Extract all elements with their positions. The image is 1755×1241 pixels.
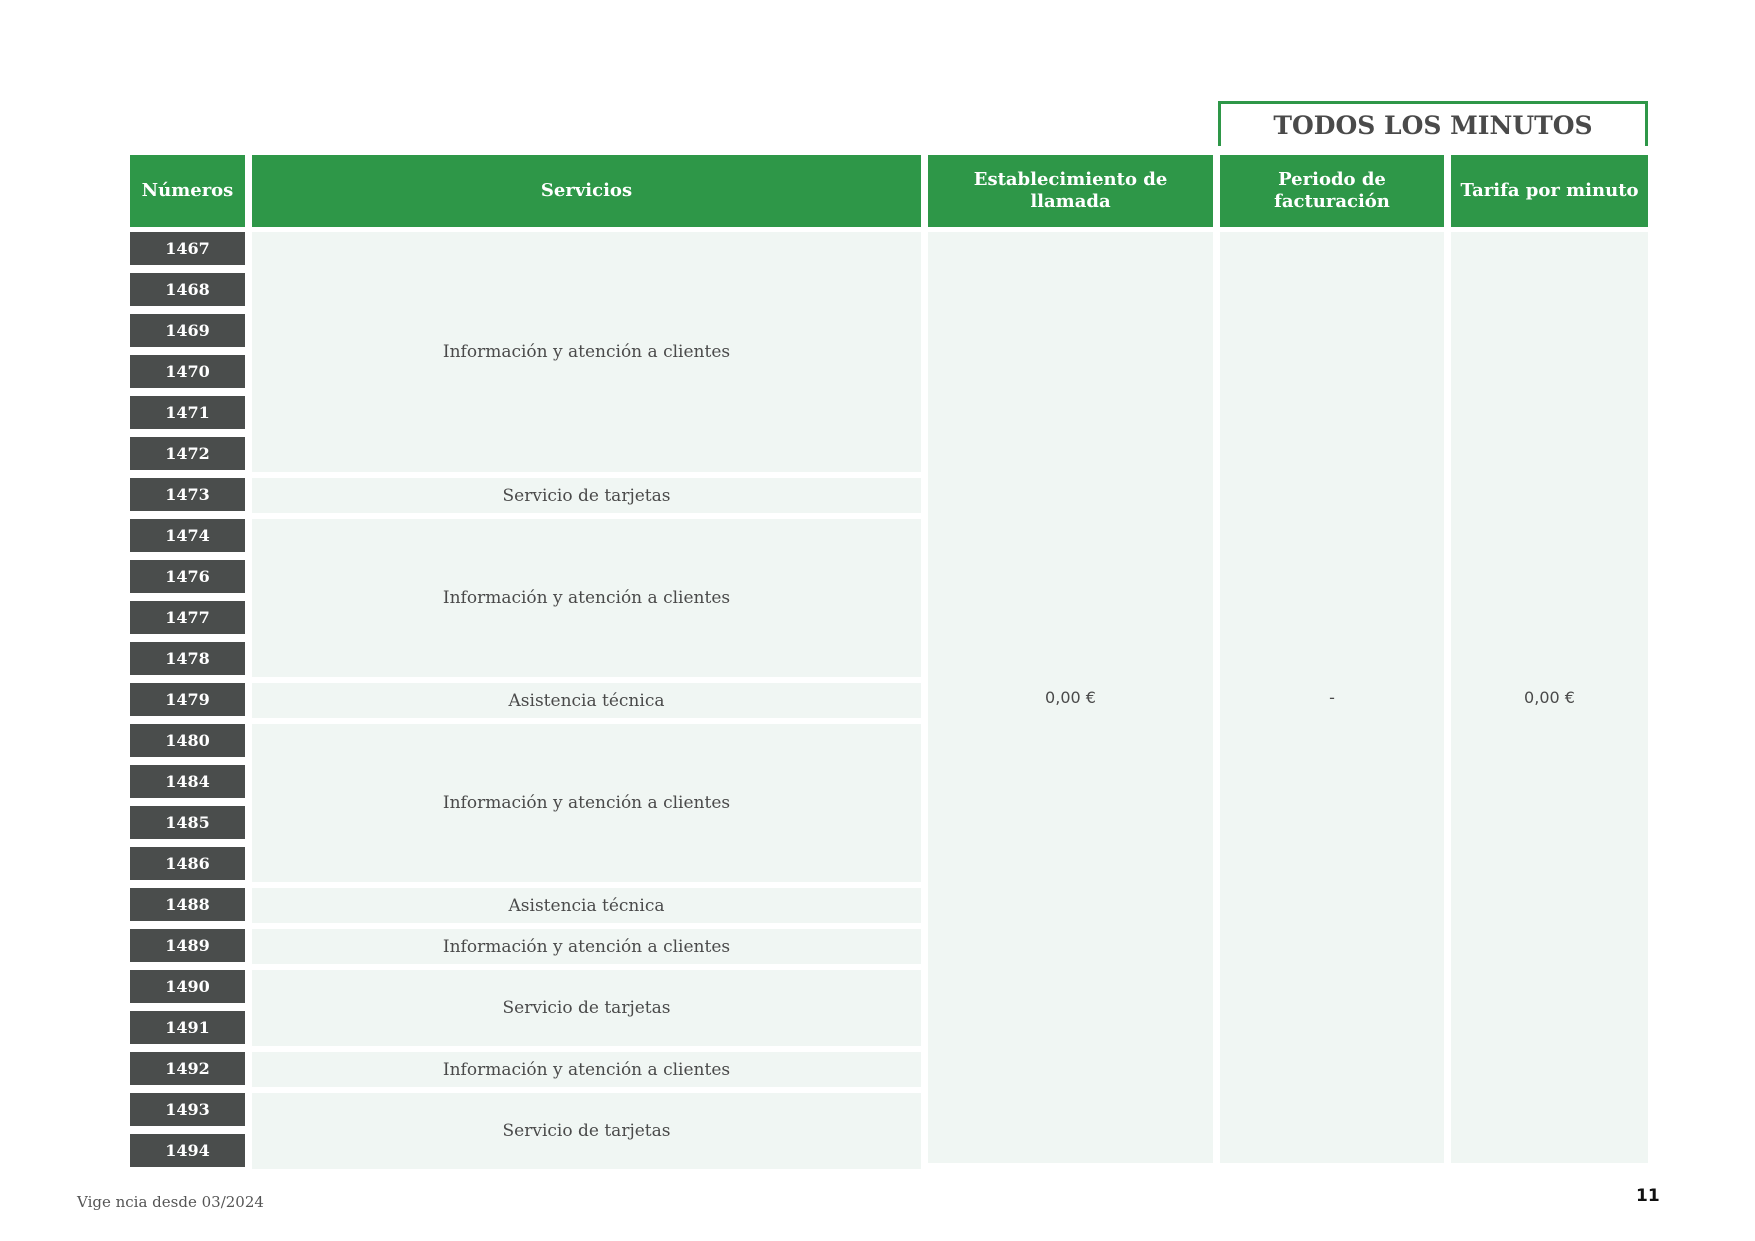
number-cell: 1493 bbox=[130, 1093, 245, 1126]
service-cell bbox=[252, 232, 921, 472]
periodo-cell bbox=[1220, 232, 1444, 1163]
service-label: Asistencia técnica bbox=[508, 895, 665, 916]
service-cell bbox=[252, 888, 921, 923]
service-cell bbox=[252, 1093, 921, 1169]
number-cell: 1467 bbox=[130, 232, 245, 265]
page-number: 11 bbox=[1636, 1186, 1660, 1206]
establecimiento-value: 0,00 € bbox=[1045, 688, 1096, 707]
number-cell: 1492 bbox=[130, 1052, 245, 1085]
number-cell: 1471 bbox=[130, 396, 245, 429]
service-cell bbox=[252, 478, 921, 513]
number-cell: 1485 bbox=[130, 806, 245, 839]
service-cell bbox=[252, 929, 921, 964]
number-cell: 1484 bbox=[130, 765, 245, 798]
number-cell: 1473 bbox=[130, 478, 245, 511]
header-tarifa: Tarifa por minuto bbox=[1451, 155, 1648, 227]
number-cell: 1494 bbox=[130, 1134, 245, 1167]
tarifa-value: 0,00 € bbox=[1524, 688, 1575, 707]
number-cell: 1477 bbox=[130, 601, 245, 634]
number-cell: 1468 bbox=[130, 273, 245, 306]
number-cell: 1476 bbox=[130, 560, 245, 593]
service-label: Información y atención a clientes bbox=[442, 936, 731, 957]
number-cell: 1489 bbox=[130, 929, 245, 962]
header-establecimiento: Establecimiento de llamada bbox=[928, 155, 1213, 227]
header-numeros: Números bbox=[130, 155, 245, 227]
tarifa-cell bbox=[1451, 232, 1648, 1163]
establecimiento-cell bbox=[928, 232, 1213, 1163]
number-cell: 1469 bbox=[130, 314, 245, 347]
service-cell bbox=[252, 1052, 921, 1087]
number-cell: 1470 bbox=[130, 355, 245, 388]
number-cell: 1479 bbox=[130, 683, 245, 716]
service-label: Información y atención a clientes bbox=[442, 793, 731, 813]
service-label: Servicio de tarjetas bbox=[502, 1121, 671, 1141]
service-label: Información y atención a clientes bbox=[442, 1059, 731, 1080]
number-cell: 1490 bbox=[130, 970, 245, 1003]
validity-note: Vige ncia desde 03/2024 bbox=[77, 1193, 264, 1211]
number-cell: 1491 bbox=[130, 1011, 245, 1044]
periodo-value: - bbox=[1329, 688, 1335, 707]
number-cell: 1480 bbox=[130, 724, 245, 757]
header-periodo: Periodo de facturación bbox=[1220, 155, 1444, 227]
service-cell bbox=[252, 970, 921, 1046]
service-label: Servicio de tarjetas bbox=[502, 485, 671, 506]
service-label: Asistencia técnica bbox=[508, 690, 665, 711]
number-cell: 1486 bbox=[130, 847, 245, 880]
service-label: Información y atención a clientes bbox=[442, 588, 731, 608]
group-header-todos-los-minutos: TODOS LOS MINUTOS bbox=[1218, 101, 1648, 146]
number-cell: 1474 bbox=[130, 519, 245, 552]
header-servicios: Servicios bbox=[252, 155, 921, 227]
number-cell: 1488 bbox=[130, 888, 245, 921]
service-cell bbox=[252, 724, 921, 882]
number-cell: 1478 bbox=[130, 642, 245, 675]
number-cell: 1472 bbox=[130, 437, 245, 470]
service-cell bbox=[252, 519, 921, 677]
service-cell bbox=[252, 683, 921, 718]
service-label: Información y atención a clientes bbox=[442, 342, 731, 362]
service-label: Servicio de tarjetas bbox=[502, 998, 671, 1018]
